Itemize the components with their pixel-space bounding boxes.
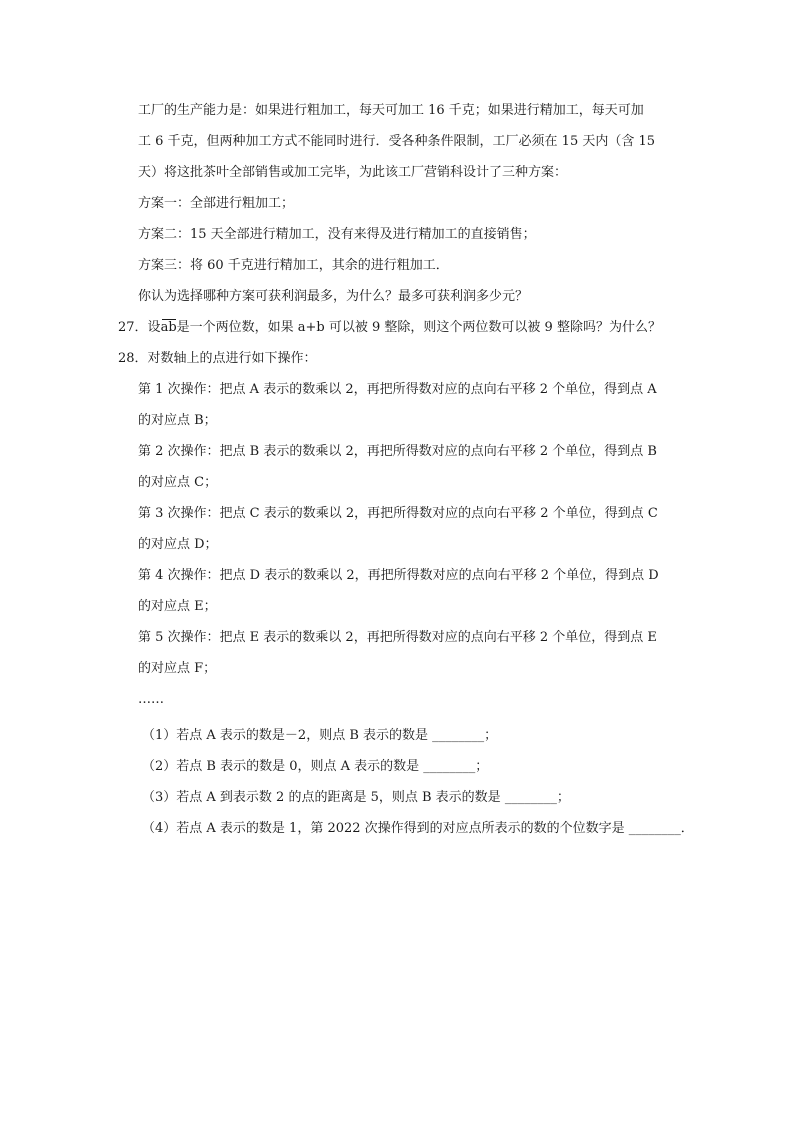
q28-sub-3: （3）若点 A 到表示数 2 的点的距离是 5，则点 B 表示的数是 ________； [142,790,570,805]
q28-number: 28． [118,351,148,366]
q28-op2-line2: 的对应点 C； [138,475,218,490]
q26-question: 你认为选择哪种方案可获利润最多，为什么？最多可获利润多少元？ [138,289,529,304]
q28-sub-1: （1）若点 A 表示的数是－2，则点 B 表示的数是 ________； [142,728,498,743]
q28-op4-line2: 的对应点 E； [138,599,217,614]
q27-prefix: 设 [147,320,161,335]
q28-op4-line1: 第 4 次操作：把点 D 表示的数乘以 2，再把所得数对应的点向右平移 2 个单位，得到点 D [138,568,659,583]
q28-title: 对数轴上的点进行如下操作： [147,351,317,366]
q28-op1-line2: 的对应点 B； [138,413,217,428]
q27-line [118,319,661,337]
intro-line-3: 天）将这批茶叶全部销售或加工完毕，为此该工厂营销科设计了三种方案： [138,165,568,180]
q28-op5-line2: 的对应点 F； [138,661,217,676]
q28-title-line [118,350,317,368]
plan-one: 方案一：全部进行粗加工； [138,196,295,211]
q28-op1-line1: 第 1 次操作：把点 A 表示的数乘以 2，再把所得数对应的点向右平移 2 个单位，得到点 A [138,382,657,397]
q27-number: 27． [118,320,148,335]
q27-rest: 是一个两位数，如果 a+b 可以被 9 整除，则这个两位数可以被 9 整除吗？为什么？ [176,320,661,335]
q28-op5-line1: 第 5 次操作：把点 E 表示的数乘以 2，再把所得数对应的点向右平移 2 个单位，得到点 E [138,630,657,645]
intro-line-2: 工 6 千克，但两种加工方式不能同时进行．受各种条件限制，工厂必须在 15 天内（含 15 [138,134,656,149]
q28-op2-line1: 第 2 次操作：把点 B 表示的数乘以 2，再把所得数对应的点向右平移 2 个单位，得到点 B [138,444,657,459]
intro-line-1: 工厂的生产能力是：如果进行粗加工，每天可加工 16 千克；如果进行精加工，每天可加 [138,103,644,118]
q28-op3-line2: 的对应点 D； [138,537,218,552]
q28-sub-2: （2）若点 B 表示的数是 0，则点 A 表示的数是 ________； [142,759,489,774]
q28-ellipsis: …… [138,692,164,707]
plan-two: 方案二：15 天全部进行精加工，没有来得及进行精加工的直接销售； [138,227,536,242]
q27-overline-ab: ab [160,320,177,335]
q28-sub-4: （4）若点 A 表示的数是 1，第 2022 次操作得到的对应点所表示的数的个位数字是 ________． [142,821,694,836]
plan-three: 方案三：将 60 千克进行精加工，其余的进行粗加工． [138,258,449,273]
q28-op3-line1: 第 3 次操作：把点 C 表示的数乘以 2，再把所得数对应的点向右平移 2 个单位，得到点 C [138,506,658,521]
